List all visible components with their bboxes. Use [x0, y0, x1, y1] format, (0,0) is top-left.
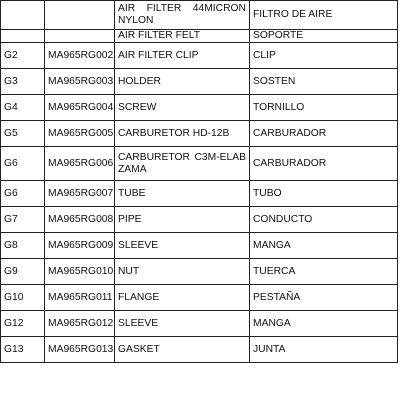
part-description-en-cell: [115, 181, 250, 207]
part-id-cell: G10: [1, 285, 45, 311]
part-id-cell: G9: [1, 259, 45, 285]
part-description-es-cell: CARBURADOR: [250, 147, 398, 181]
part-code-cell: [45, 1, 115, 30]
description-line: SLEEVE: [118, 239, 159, 251]
part-description-es-cell: SOPORTE: [250, 30, 398, 43]
table-row: [1, 30, 398, 43]
part-id-cell: G5: [1, 121, 45, 147]
part-code-cell: MA965RG002: [45, 43, 115, 69]
part-id-cell: G6: [1, 181, 45, 207]
description-line: NYLON: [118, 15, 154, 26]
table-row: [1, 311, 398, 337]
part-description-en-cell: [115, 1, 250, 30]
part-description-en-cell: [115, 121, 250, 147]
table-row: [1, 337, 398, 363]
part-description-es-cell: CONDUCTO: [250, 207, 398, 233]
table-row: [1, 259, 398, 285]
table-row: [1, 181, 398, 207]
part-code-cell: MA965RG003: [45, 69, 115, 95]
part-code-cell: MA965RG006: [45, 147, 115, 181]
part-description-es-cell: SOSTEN: [250, 69, 398, 95]
part-id-cell: G12: [1, 311, 45, 337]
description-line: CARBURETOR C3M-ELAB: [118, 151, 246, 163]
description-line: AIR FILTER FELT: [118, 30, 201, 41]
table-row: [1, 233, 398, 259]
part-id-cell: G7: [1, 207, 45, 233]
part-description-en-cell: [115, 95, 250, 121]
part-description-en-cell: [115, 147, 250, 181]
part-description-en-cell: [115, 259, 250, 285]
part-code-cell: MA965RG012: [45, 311, 115, 337]
part-description-en-cell: [115, 337, 250, 363]
description-line: SLEEVE: [118, 317, 159, 329]
description-line: FLANGE: [118, 291, 160, 303]
part-description-es-cell: CLIP: [250, 43, 398, 69]
part-description-es-cell: CARBURADOR: [250, 121, 398, 147]
description-line: GASKET: [118, 343, 160, 355]
part-id-cell: G4: [1, 95, 45, 121]
description-line: TUBE: [118, 187, 146, 199]
part-code-cell: MA965RG004: [45, 95, 115, 121]
part-id-cell: G13: [1, 337, 45, 363]
description-line: SCREW: [118, 101, 157, 113]
part-description-en-cell: [115, 311, 250, 337]
description-line: ZAMA: [118, 163, 147, 175]
part-description-es-cell: MANGA: [250, 311, 398, 337]
part-description-en-cell: [115, 285, 250, 311]
part-description-en-cell: [115, 69, 250, 95]
table-row: [1, 121, 398, 147]
part-description-en-cell: [115, 233, 250, 259]
part-description-es-cell: TUBO: [250, 181, 398, 207]
part-code-cell: [45, 30, 115, 43]
description-line: AIR FILTER CLIP: [118, 49, 199, 61]
description-line: PIPE: [118, 213, 142, 225]
table-row: [1, 43, 398, 69]
table-row: [1, 1, 398, 30]
table-row: [1, 69, 398, 95]
part-code-cell: MA965RG007: [45, 181, 115, 207]
part-description-en-cell: [115, 30, 250, 43]
part-description-es-cell: TORNILLO: [250, 95, 398, 121]
description-line: AIR FILTER 44MICRON: [118, 3, 246, 14]
part-description-en-cell: [115, 43, 250, 69]
part-code-cell: MA965RG008: [45, 207, 115, 233]
description-line: CARBURETOR HD-12B: [118, 127, 230, 139]
description-line: HOLDER: [118, 75, 161, 87]
part-id-cell: G2: [1, 43, 45, 69]
part-id-cell: G3: [1, 69, 45, 95]
part-id-cell: [1, 1, 45, 30]
part-code-cell: MA965RG005: [45, 121, 115, 147]
part-code-cell: MA965RG013: [45, 337, 115, 363]
part-id-cell: [1, 30, 45, 43]
part-code-cell: MA965RG010: [45, 259, 115, 285]
part-id-cell: G6: [1, 147, 45, 181]
part-id-cell: G8: [1, 233, 45, 259]
part-code-cell: MA965RG011: [45, 285, 115, 311]
part-description-es-cell: JUNTA: [250, 337, 398, 363]
part-description-es-cell: MANGA: [250, 233, 398, 259]
part-description-es-cell: PESTAÑA: [250, 285, 398, 311]
table-row: [1, 95, 398, 121]
parts-table-body: [1, 1, 398, 363]
description-line: NUT: [118, 265, 140, 277]
part-description-es-cell: FILTRO DE AIRE: [250, 1, 398, 30]
table-row: [1, 285, 398, 311]
table-row: [1, 147, 398, 181]
table-row: [1, 207, 398, 233]
part-description-en-cell: [115, 207, 250, 233]
part-description-es-cell: TUERCA: [250, 259, 398, 285]
part-code-cell: MA965RG009: [45, 233, 115, 259]
